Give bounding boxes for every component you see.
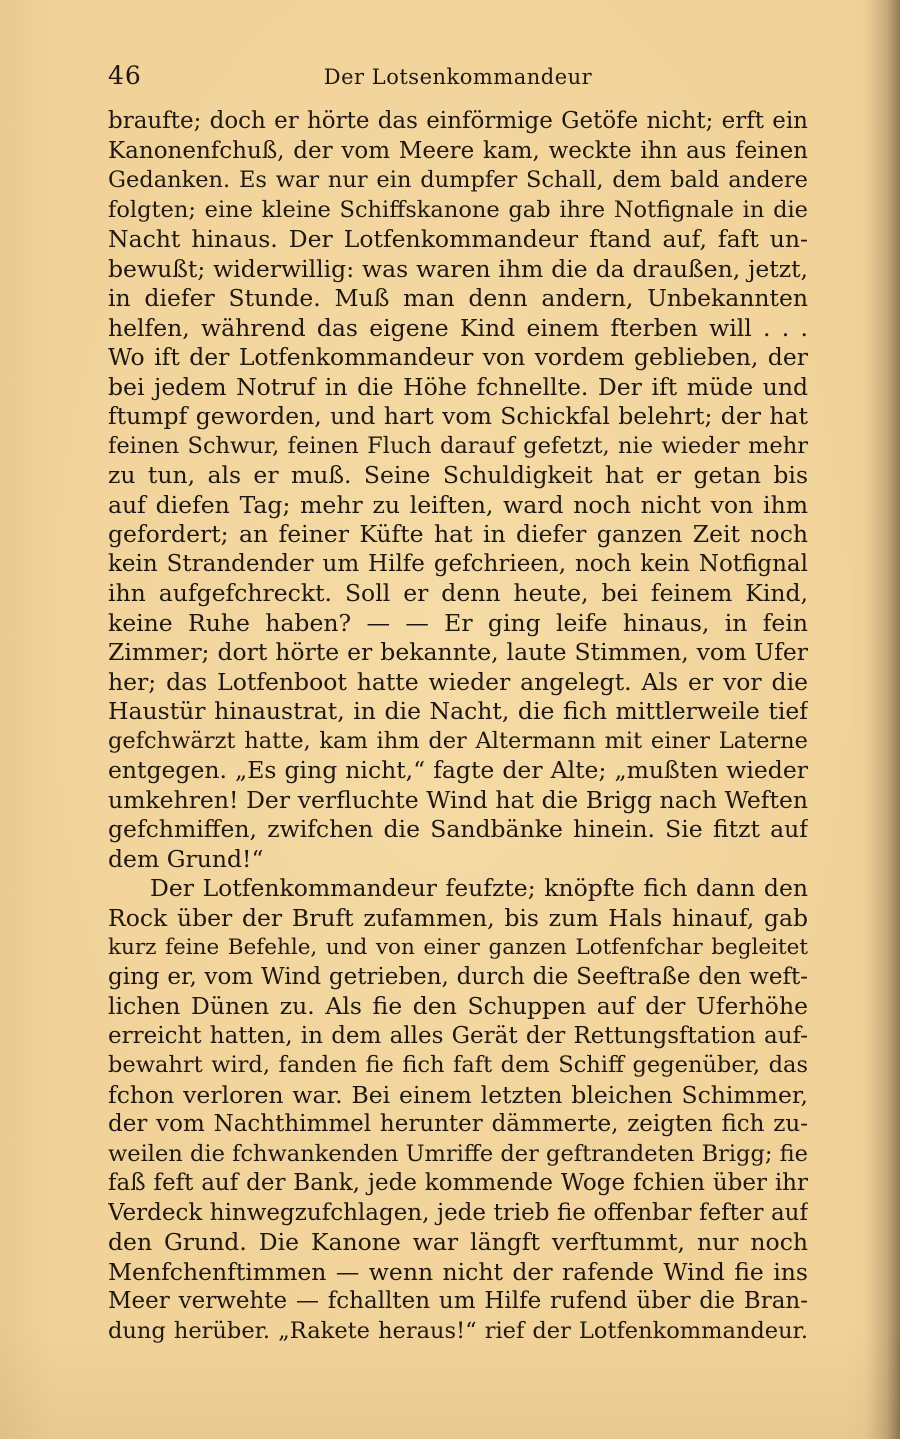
text-line: kein Strandender um Hilfe gefchrieen, noch kein Notfignal (108, 550, 808, 577)
text-line: Wo ift der Lotfenkommandeur von vordem geblieben, der (108, 343, 808, 371)
text-line: folgten; eine kleine Schiffskanone gab ihre Notfignale in die (108, 196, 808, 223)
text-line: weilen die fchwankenden Umriffe der geftrandeten Brigg; fie (108, 1140, 808, 1167)
text-line: feinen Schwur, feinen Fluch darauf gefetzt, nie wieder mehr (108, 432, 808, 459)
text-line: erreicht hatten, in dem alles Gerät der Rettungsftation auf- (108, 1022, 808, 1049)
page-header (108, 60, 808, 96)
text-line: ihn aufgefchreckt. Soll er denn heute, bei feinem Kind, (108, 579, 808, 607)
text-line: gefordert; an feiner Küfte hat in diefer ganzen Zeit noch (108, 520, 808, 548)
text-line: kurz feine Befehle, und von einer ganzen Lotfenfchar begleitet (108, 935, 808, 960)
text-line: Kanonenfchuß, der vom Meere kam, weckte ihn aus feinen (108, 137, 808, 164)
text-line: der vom Nachthimmel herunter dämmerte, zeigten fich zu- (108, 1111, 808, 1137)
text-line: Gedanken. Es war nur ein dumpfer Schall, dem bald andere (108, 167, 808, 193)
spine-shadow (866, 0, 900, 1439)
text-line: umkehren! Der verfluchte Wind hat die Brigg nach Weften (108, 785, 808, 814)
text-line: Haustür hinaustrat, in die Nacht, die fich mittlerweile tief (108, 697, 808, 725)
text-line: dem Grund!“ (108, 844, 264, 873)
text-line: braufte; doch er hörte das einförmige Getöfe nicht; erft ein (108, 108, 808, 134)
text-line: zu tun, als er muß. Seine Schuldigkeit hat er getan bis (108, 461, 808, 489)
text-line: dung herüber. „Rakete heraus!“ rief der Lotfenkommandeur. (108, 1317, 808, 1344)
text-line: gefchwärzt hatte, kam ihm der Altermann mit einer Laterne (108, 727, 808, 754)
text-line: fchon verloren war. Bei einem letzten bleichen Schimmer, (108, 1080, 808, 1109)
text-line: entgegen. „Es ging nicht,“ fagte der Alte; „mußten wieder (108, 756, 808, 784)
text-line: Rock über der Bruft zufammen, bis zum Hals hinauf, gab (108, 903, 808, 932)
text-line: Meer verwehte — fchallten um Hilfe rufend über die Bran- (108, 1288, 808, 1314)
text-line: Der Lotfenkommandeur feufzte; knöpfte fich dann den (150, 874, 808, 902)
text-line: den Grund. Die Kanone war längft verftummt, nur noch (108, 1228, 808, 1256)
running-title: Der Lotsenkommandeur (323, 65, 593, 89)
text-line: Zimmer; dort hörte er bekannte, laute Stimmen, vom Ufer (108, 638, 808, 666)
text-line: bewußt; widerwillig: was waren ihm die da draußen, jetzt, (108, 254, 808, 283)
text-line: Menfchenftimmen — wenn nicht der rafende Wind fie ins (108, 1257, 808, 1286)
text-line: ging er, vom Wind getrieben, durch die Seeftraße den weft- (108, 963, 808, 990)
text-line: keine Ruhe haben? — — Er ging leife hinaus, in fein (108, 608, 808, 637)
text-line: Nacht hinaus. Der Lotfenkommandeur ftand auf, faft un- (108, 225, 808, 253)
text-line: auf diefen Tag; mehr zu leiften, ward noch nicht von ihm (108, 490, 808, 519)
page-number: 46 (108, 61, 142, 90)
text-line: bewahrt wird, fanden fie fich faft dem Schiff gegenüber, das (108, 1052, 808, 1078)
text-line: her; das Lotfenboot hatte wieder angelegt. Als er vor die (108, 667, 808, 696)
text-line: gefchmiffen, zwifchen die Sandbänke hinein. Sie fitzt auf (108, 815, 808, 843)
text-line: helfen, während das eigene Kind einem fterben will . . . (108, 313, 808, 342)
text-line: lichen Dünen zu. Als fie den Schuppen auf der Uferhöhe (108, 992, 808, 1020)
text-line: in diefer Stunde. Muß man denn andern, Unbekannten (108, 284, 808, 312)
text-line: Verdeck hinwegzufchlagen, jede trieb fie offenbar fefter auf (108, 1199, 808, 1226)
text-line: ftumpf geworden, und hart vom Schickfal belehrt; der hat (108, 402, 808, 430)
text-line: faß feft auf der Bank, jede kommende Woge fchien über ihr (108, 1170, 808, 1196)
body-text (108, 107, 808, 1346)
text-line: bei jedem Notruf in die Höhe fchnellte. Der ift müde und (108, 372, 808, 401)
